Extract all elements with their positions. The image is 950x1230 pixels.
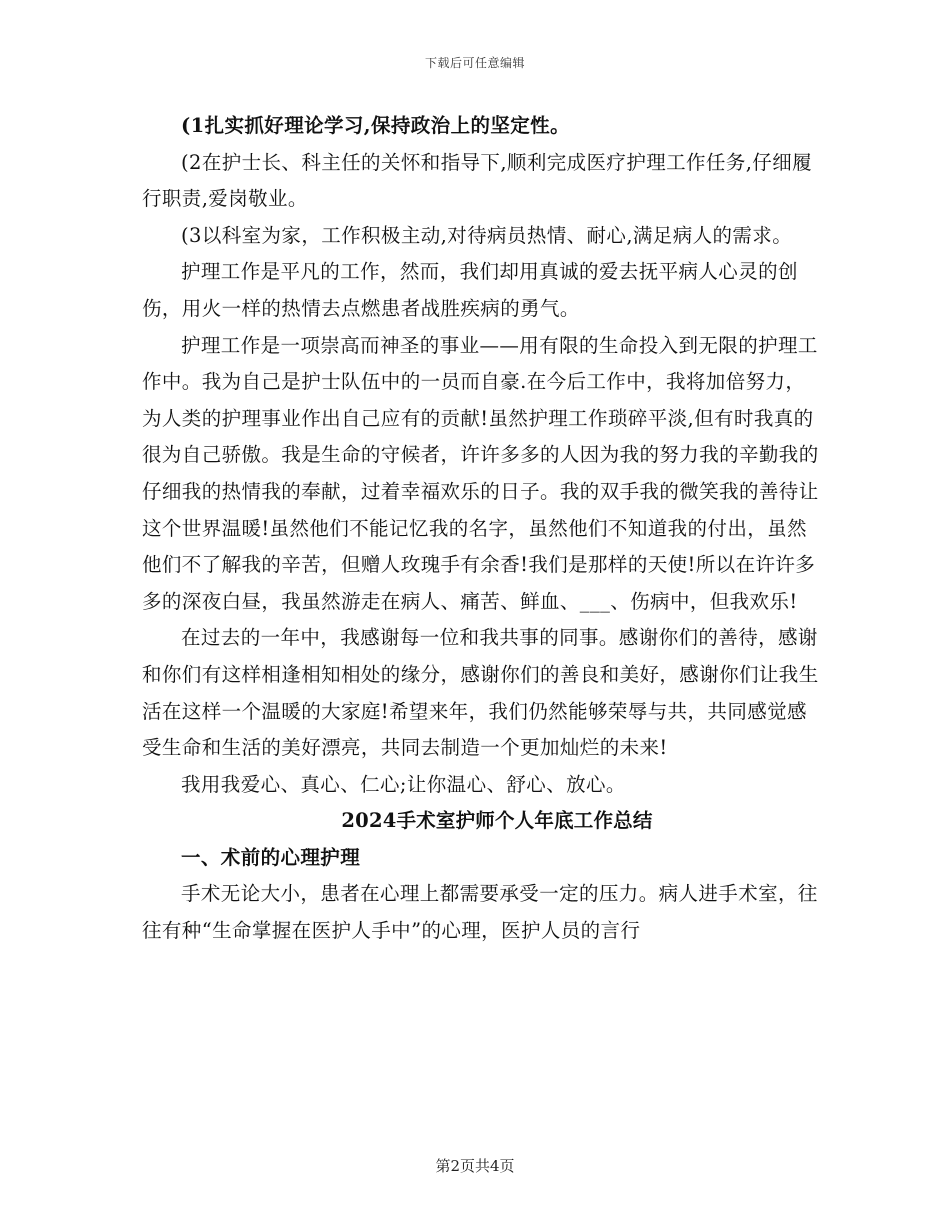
section-heading: 一、术前的心理护理 (181, 845, 361, 869)
paragraph-nursing-ordinary: 护理工作是平凡的工作，然而，我们却用真诚的爱去抚平病人心灵的创伤，用火一样的热情去点燃患者战胜疾病的勇气。 (142, 260, 798, 320)
page-header: 下载后可任意编辑 (424, 56, 525, 70)
paragraph-motto: 我用我爱心、真心、仁心;让你温心、舒心、放心。 (181, 772, 626, 796)
document-title: 2024手术室护师个人年底工作总结 (341, 809, 653, 833)
page-footer: 第2页共4页 (435, 1157, 515, 1175)
section-paragraph: 手术无论大小，患者在心理上都需要承受一定的压力。病人进手术室，往往有种“生命掌握在医护人手中”的心理，医护人员的言行 (142, 882, 818, 943)
paragraph-item-2: (2在护士长、科主任的关怀和指导下,顺利完成医疗护理工作任务,仔细履行职责,爱岗敬业。 (142, 150, 813, 211)
paragraph-nursing-noble: 护理工作是一项崇高而神圣的事业——用有限的生命投入到无限的护理工作中。我为自己是护士队伍中的一员而自豪.在今后工作中，我将加倍努力，为人类的护理事业作出自己应有的贡献!虽然护理工作琐碎平淡,但有时我真的很为自己骄傲。我是生命的守候者，许许多多的人因为我的努力我的辛勤我的仔细我的热情我的奉献，过着幸福欢乐的日子。我的双手我的微笑我的善待让这个世界温暖!虽然他们不能记忆我的名字，虽然他们不知道我的付出，虽然他们不了解我的辛苦，但赠人玫瑰手有余香!我们是那样的天使!所以在许许多多的深夜白昼，我虽然游走在病人、痛苦、鲜血、___、伤病中，但我欢乐! (142, 333, 819, 613)
paragraph-item-3: (3以科室为家，工作积极主动,对待病员热情、耐心,满足病人的需求。 (181, 223, 793, 247)
paragraph-item-1: (1扎实抓好理论学习,保持政治上的坚定性。 (181, 114, 570, 137)
paragraph-thanks: 在过去的一年中，我感谢每一位和我共事的同事。感谢你们的善待，感谢和你们有这样相逢相知相处的缘分，感谢你们的善良和美好，感谢你们让我生活在这样一个温暖的大家庭!希望来年，我们仍然能够荣辱与共，共同感觉感受生命和生活的美好漂亮，共同去制造一个更加灿烂的未来! (142, 626, 819, 760)
document-body (142, 108, 822, 950)
